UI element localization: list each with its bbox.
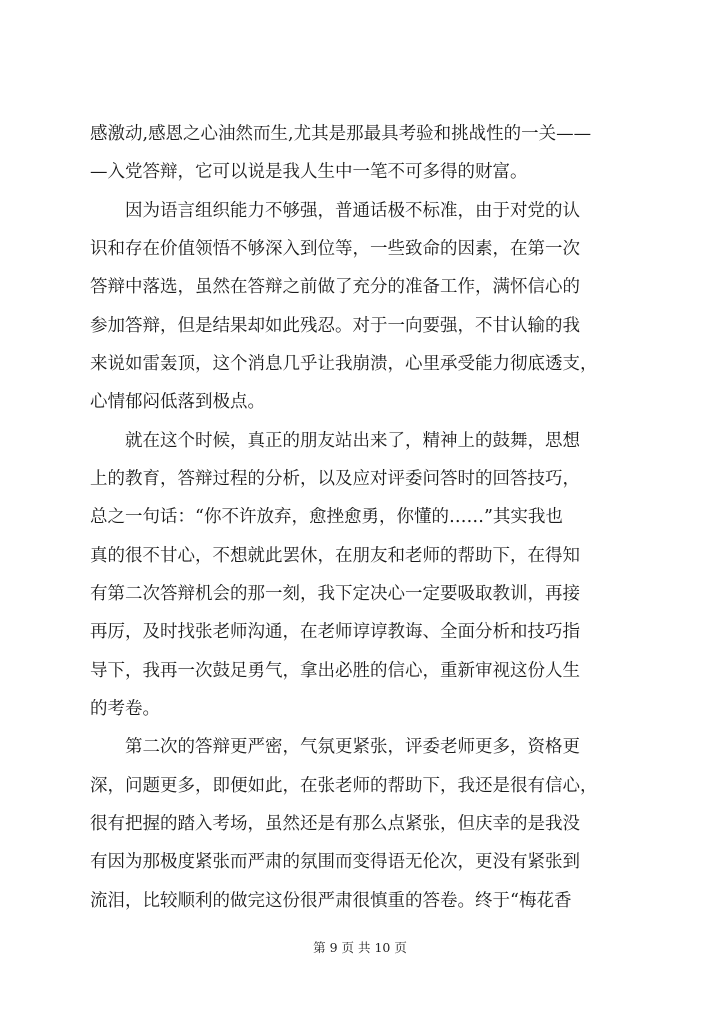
- text-line: 导下，我再一次鼓足勇气，拿出必胜的信心，重新审视这份人生: [90, 661, 580, 681]
- text-line: 上的教育，答辩过程的分析，以及应对评委问答时的回答技巧，: [90, 469, 580, 489]
- page-number-footer: 第 9 页 共 10 页: [313, 940, 407, 955]
- paragraph-first-line: 第二次的答辩更严密，气氛更紧张，评委老师更多，资格更: [125, 737, 580, 757]
- text-line: 识和存在价值领悟不够深入到位等，一些致命的因素，在第一次: [90, 239, 580, 259]
- text-line: 流泪，比较顺利的做完这份很严肃很慎重的答卷。终于“梅花香: [90, 891, 572, 911]
- text-line: 来说如雷轰顶，这个消息几乎让我崩溃，心里承受能力彻底透支，: [90, 354, 598, 374]
- text-line: —入党答辩，它可以说是我人生中一笔不可多得的财富。: [90, 162, 528, 182]
- text-line: 有第二次答辩机会的那一刻，我下定决心一定要吸取教训，再接: [90, 584, 580, 604]
- paragraph-first-line: 因为语言组织能力不够强，普通话极不标准，由于对党的认: [125, 201, 580, 221]
- text-line: 答辩中落选，虽然在答辩之前做了充分的准备工作，满怀信心的: [90, 277, 580, 297]
- text-line: 真的很不甘心，不想就此罢休，在朋友和老师的帮助下，在得知: [90, 546, 580, 566]
- text-line: 很有把握的踏入考场，虽然还是有那么点紧张，但庆幸的是我没: [90, 814, 580, 834]
- text-line: 再厉，及时找张老师沟通，在老师谆谆教诲、全面分析和技巧指: [90, 622, 580, 642]
- text-line: 总之一句话：“你不许放弃，愈挫愈勇，你懂的……”其实我也: [90, 507, 563, 527]
- text-line: 的考卷。: [90, 699, 160, 719]
- text-line: 有因为那极度紧张而严肃的氛围而变得语无伦次，更没有紧张到: [90, 852, 580, 872]
- text-line: 参加答辩，但是结果却如此残忍。对于一向要强，不甘认输的我: [90, 316, 580, 336]
- text-line: 心情郁闷低落到极点。: [90, 392, 265, 412]
- paragraph-first-line: 就在这个时候，真正的朋友站出来了，精神上的鼓舞，思想: [125, 431, 580, 451]
- text-line: 深，问题更多，即便如此，在张老师的帮助下，我还是很有信心，: [90, 776, 598, 796]
- text-line: 感激动,感恩之心油然而生,尤其是那最具考验和挑战性的一关——: [90, 124, 592, 144]
